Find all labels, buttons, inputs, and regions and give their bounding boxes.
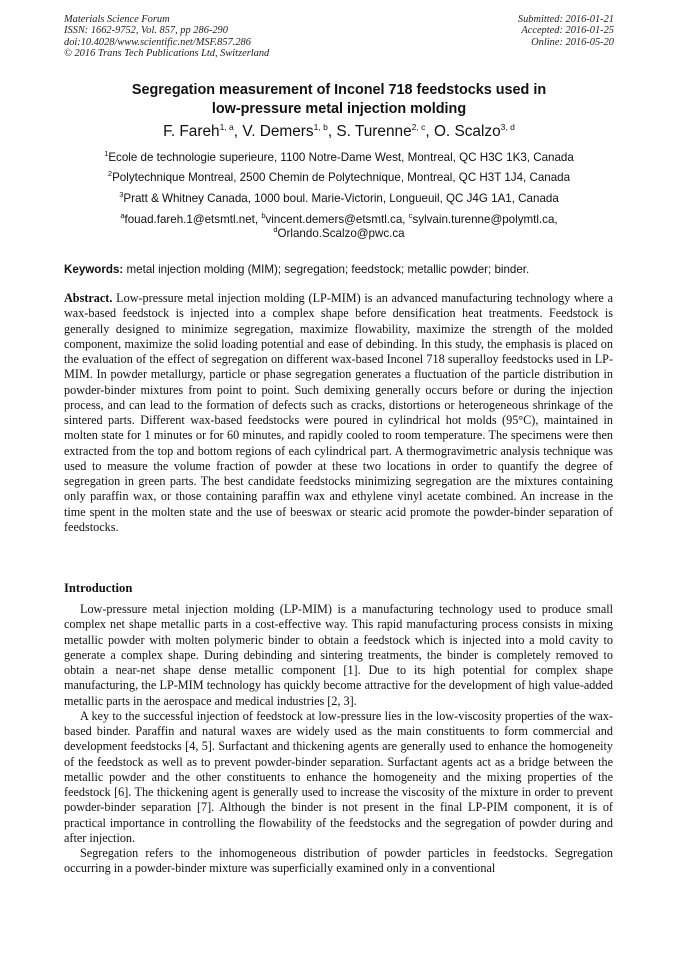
- author-name: S. Turenne: [336, 123, 412, 140]
- author-superscript: 1, a: [219, 122, 234, 132]
- author-name: O. Scalzo: [433, 123, 501, 140]
- journal-copyright: © 2016 Trans Tech Publications Ltd, Switzerland: [64, 48, 270, 60]
- paragraph: Low-pressure metal injection molding (LP-MIM) is a manufacturing technology used to produce small complex net shape metallic parts in a cost-effective way. This rapid manufacturing process consists in mixing metallic powder with molten polymeric binder to obtain a feedstock which is injected into a mold cavity to generate a complex shape. During debinding and sintering treatments, the binder is completely removed to obtain a near-net shape dense metallic component [1]. Due to its high potential for complex shape manufacturing, the LP-MIM technology has quickly become attractive for the development of high value-added metallic parts in the aerospace and medical industries [2, 3].: [64, 602, 613, 708]
- accepted-date: Accepted: 2016-01-25: [521, 25, 614, 37]
- submitted-date: Submitted: 2016-01-21: [517, 14, 614, 25]
- author-emails: $^a$fouad.fareh.1@etsmtl.net, $^b$vincent.demers@etsmtl.ca, $^c$sylvain.turenne@polymtl.ca,: [120, 211, 558, 226]
- author-superscript: 2, c: [411, 122, 426, 132]
- author: S. Turenne$^{2, c}$,: [336, 122, 434, 140]
- author-name: F. Fareh: [163, 123, 220, 140]
- paragraph: A key to the successful injection of feedstock at low-pressure lies in the low-viscosity properties of the wax-based binder. Paraffin and natural waxes are widely used as the main constituents to form commercial and development feedstocks [4, 5]. Surfactant and thickening agents are generally used to enhance the homogeneity of the feedstock as well as to prevent powder-binder separation. Surfactant agents act as a bridge between the metallic powder and the other constituents to enhance the homogeneity and the mixing properties of the feedstock [6]. The thickening agent is generally used to increase the viscosity of the mixture in order to prevent powder-binder separation [7]. Although the binder is not present in the final LP-PIM component, it is of practical importance in controlling the flowability of the feedstocks and the segregation of powder during and after injection.: [64, 708, 613, 845]
- abstract-text: Low-pressure metal injection molding (LP-MIM) is an advanced manufacturing technology where a wax-based feedstock is injected into a complex shape before densification heat treatments. Feedstock is generally designed to minimize segregation, maximize flowability, maximize the strength of the molded component, maximize the solid loading potential and ease of debinding. In this study, the emphasis is placed on the evaluation of the effect of segregation on different wax-based Inconel 718 superalloy feedstocks used in LP-MIM. In powder metallurgy, particle or phase segregation generates a fluctuation of the particle distribution in powder-binder mixtures from point to point. Such demixing generally occurs before or during the injection process, and can lead to the formation of defects such as cracks, distortions or heterogeneous shrinkage of the sintered parts. Different wax-based feedstocks were poured in cylindrical hot molds (95°C), maintained in molten state for 1 minutes or for 60 minutes, and rapidly cooled to room temperature. The specimens were then extracted from the top and bottom regions of each cylindrical part. A thermogravimetric analysis technique was used to measure the volume fraction of powder at these two locations in order to quantify the degree of segregation in green parts. The best candidate feedstocks minimizing segregation are the mixtures containing only paraffin wax, or those containing paraffin wax and ethylene vinyl acetate combined. An increase in the time spent in the molten state and the use of beeswax or stearic acid promote the powder-binder separation of feedstocks.: [64, 291, 613, 534]
- keywords-label: Keywords:: [64, 263, 124, 276]
- affiliation: $^1$Ecole de technologie superieure, 1100 Notre-Dame West, Montreal, QC H3C 1K3, Canada: [104, 149, 574, 164]
- author-superscript: 3, d: [500, 122, 515, 132]
- journal-doi[interactable]: doi:10.4028/www.scientific.net/MSF.857.286: [64, 36, 251, 48]
- introduction: [64, 602, 613, 877]
- online-date: Online: 2016-05-20: [531, 36, 614, 48]
- paragraph: Segregation refers to the inhomogeneous distribution of powder particles in feedstocks. Segregation occurring in a powder-binder mixture was superficially examined only in a conventional: [64, 846, 613, 876]
- author-list: [40, 122, 638, 142]
- section-heading-introduction: Introduction: [64, 581, 133, 595]
- abstract: [64, 291, 613, 535]
- journal-issn: ISSN: 1662-9752, Vol. 857, pp 286-290: [64, 25, 228, 37]
- email-link[interactable]: sylvain.turenne@polymtl.ca,: [412, 213, 558, 226]
- keywords-text: metal injection molding (MIM); segregation; feedstock; metallic powder; binder.: [123, 263, 530, 276]
- email-link[interactable]: Orlando.Scalzo@pwc.ca: [277, 227, 405, 240]
- email-link[interactable]: vincent.demers@etsmtl.ca,: [265, 213, 409, 226]
- abstract-label: Abstract.: [64, 291, 113, 305]
- title-line: Segregation measurement of Inconel 718 feedstocks used in: [131, 82, 547, 98]
- author-name: V. Demers: [242, 123, 314, 140]
- affiliation: $^2$Polytechnique Montreal, 2500 Chemin de Polytechnique, Montreal, QC H3T 1J4, Canada: [107, 169, 571, 184]
- publication-dates: [518, 14, 614, 48]
- author: [434, 123, 515, 140]
- author: F. Fareh$^{1, a}$,: [163, 122, 243, 140]
- title-line: low-pressure metal injection molding: [211, 101, 467, 117]
- email-link[interactable]: fouad.fareh.1@etsmtl.net,: [124, 213, 262, 226]
- keywords: [64, 263, 624, 277]
- paper-title: [64, 81, 614, 119]
- author-superscript: 1, b: [313, 122, 328, 132]
- affiliation: $^3$Pratt & Whitney Canada, 1000 boul. Marie-Victorin, Longueuil, QC J4G 1A1, Canada: [119, 190, 559, 205]
- author-emails-line2: $^d$Orlando.Scalzo@pwc.ca: [273, 225, 405, 240]
- journal-name: Materials Science Forum: [64, 14, 170, 25]
- author: V. Demers$^{1, b}$,: [242, 122, 337, 140]
- journal-info: [64, 14, 269, 60]
